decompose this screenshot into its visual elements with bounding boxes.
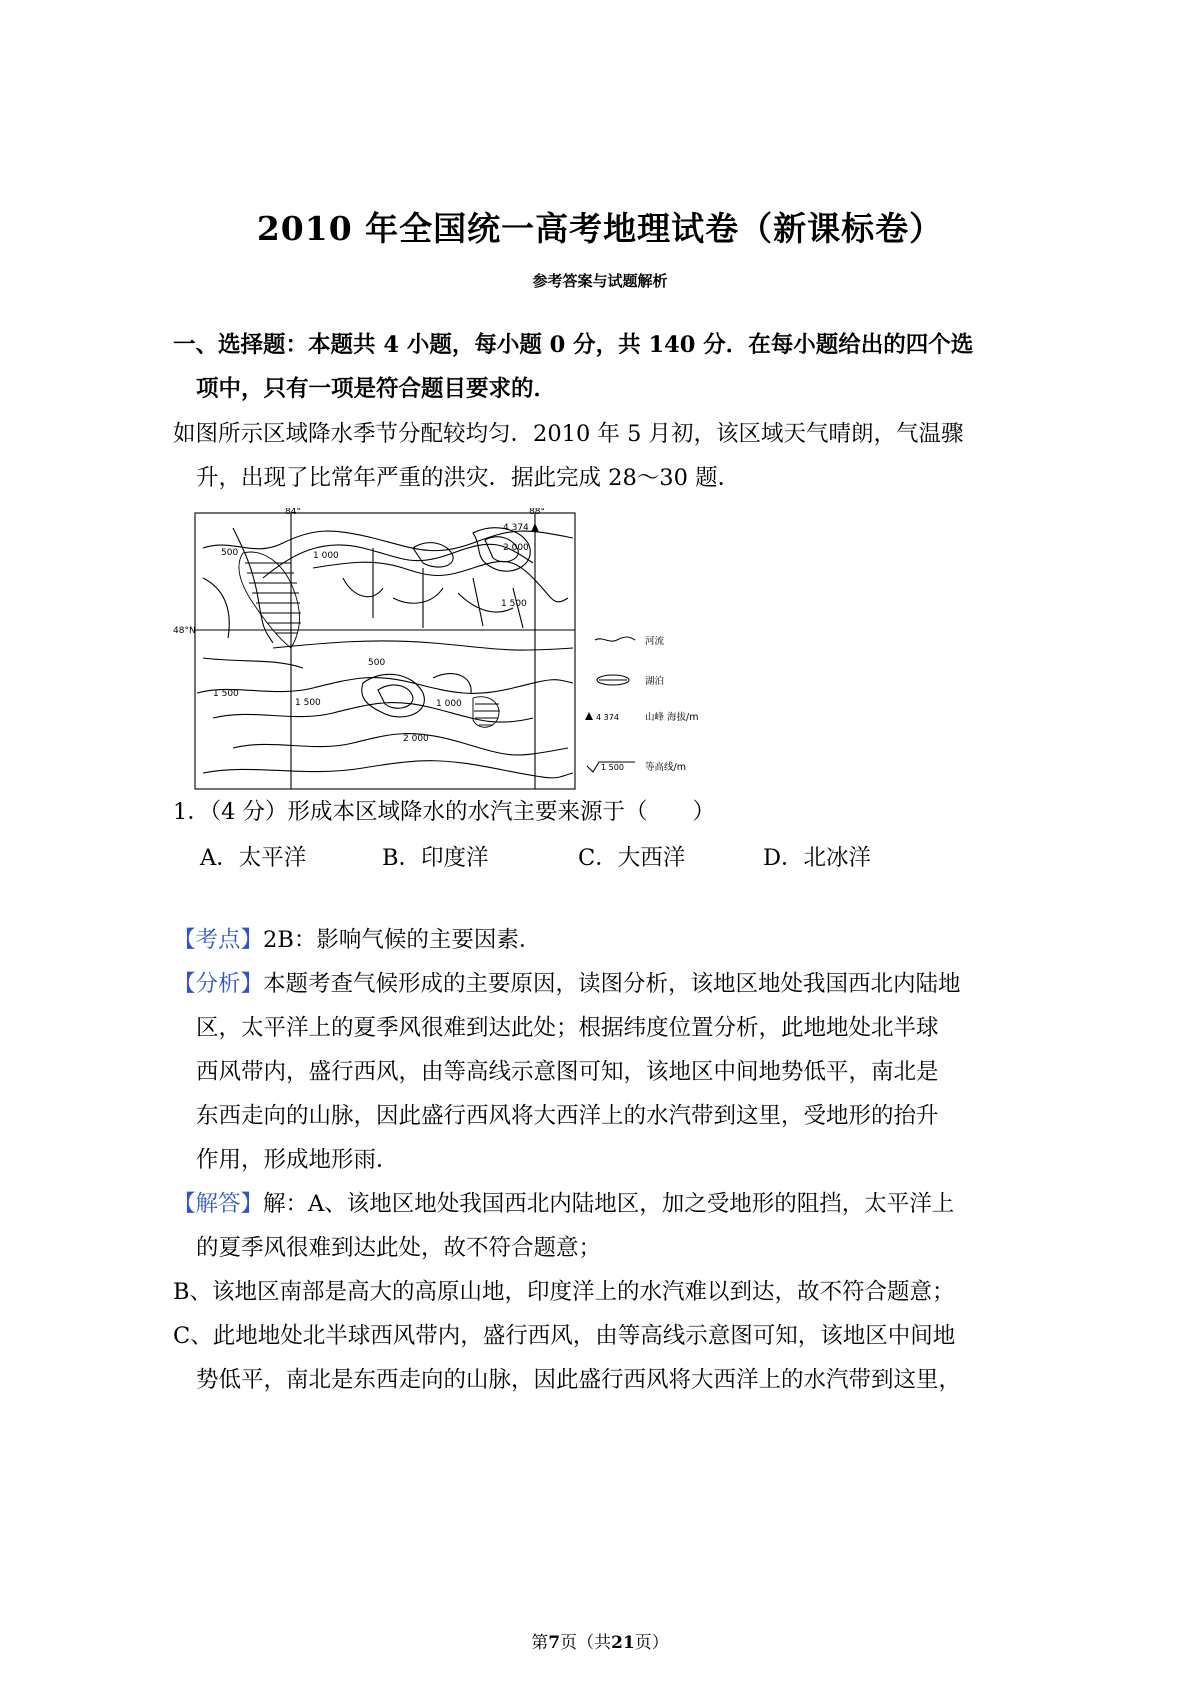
jieda-line-2: 的夏季风很难到达此处，故不符合题意；: [196, 1235, 602, 1261]
fenxi-line-3: 西风带内，盛行西风，由等高线示意图可知，该地区中间地势低平，南北是: [196, 1059, 939, 1085]
option-c[interactable]: C．大西洋: [578, 845, 686, 871]
intro-line-2: 升，出现了比常年严重的洪灾．据此完成 28～30 题．: [196, 465, 741, 491]
kaodian-tag: 【考点】: [173, 927, 264, 953]
footer-prefix: 第: [531, 1633, 549, 1653]
contour-label: 1 000: [313, 551, 339, 561]
intro-line-1: 如图所示区域降水季节分配较均匀．2010 年 5 月初，该区域天气晴朗，气温骤: [173, 421, 964, 447]
lake-outline: [239, 552, 300, 648]
page-title: 2010 年全国统一高考地理试卷（新课标卷）: [256, 209, 944, 248]
river-line: [273, 641, 573, 650]
contour-line: [362, 674, 425, 717]
contour-line: [203, 578, 229, 638]
contour-line: [233, 528, 273, 643]
contour-line: [197, 678, 573, 694]
contour-line: [203, 761, 573, 778]
section-heading-line-1: 一、选择题：本题共 4 小题，每小题 0 分，共 140 分．在每小题给出的四个选: [173, 332, 974, 358]
jieda-tag: 【解答】: [173, 1191, 264, 1217]
contour-label: 2 000: [403, 734, 429, 744]
legend-contour-label: 等高线/m: [645, 762, 686, 773]
contour-line: [378, 685, 413, 708]
contour-label: 500: [368, 658, 386, 668]
option-a[interactable]: A．太平洋: [200, 845, 307, 871]
jieda-line-5: 势低平，南北是东西走向的山脉，因此盛行西风将大西洋上的水汽带到这里，: [196, 1367, 962, 1393]
option-d[interactable]: D．北冰洋: [763, 845, 872, 871]
lake-outline: [473, 697, 499, 728]
contour-label: 1 500: [213, 689, 239, 699]
legend-lake-label: 湖泊: [645, 676, 665, 687]
footer-suffix: 页）: [634, 1633, 669, 1653]
contour-line: [233, 734, 568, 755]
fenxi-line-1: [173, 969, 961, 999]
jieda-line-1: [173, 1189, 954, 1219]
footer-middle: 页（共: [560, 1633, 612, 1653]
topographic-map: [173, 508, 853, 798]
legend-contour-sample: 1 500: [601, 763, 624, 772]
fenxi-tag: 【分析】: [173, 971, 264, 997]
legend-river-icon: [595, 637, 635, 641]
kaodian-line: [173, 925, 541, 955]
lon-label-88: 88°: [529, 508, 545, 517]
peak-triangle-icon: [531, 523, 539, 532]
legend-river-label: 河流: [645, 636, 665, 647]
legend-peak-label: 山峰 海拔/m: [645, 712, 699, 723]
legend-peak-sample: 4 374: [596, 713, 619, 722]
contour-line: [263, 544, 533, 578]
footer-total-pages: 21: [611, 1633, 635, 1653]
contour-line: [213, 703, 533, 723]
lon-label-84: 84°: [285, 508, 301, 517]
section-heading-line-2: 项中，只有一项是符合题目要求的．: [196, 376, 557, 402]
contour-line: [433, 674, 471, 693]
option-b[interactable]: B．印度洋: [382, 845, 489, 871]
footer-page-number: 7: [548, 1633, 561, 1653]
kaodian-text: 2B：影响气候的主要因素．: [263, 927, 542, 953]
lat-label-48: 48°N: [173, 626, 196, 636]
fenxi-text-1: 本题考查气候形成的主要原因，读图分析，该地区地处我国西北内陆地: [263, 971, 961, 997]
page-footer: [0, 1628, 1200, 1653]
fenxi-line-5: 作用，形成地形雨．: [196, 1147, 399, 1173]
peak-elevation-label: 4 374: [503, 523, 529, 533]
contour-label: 1 500: [501, 599, 527, 609]
jieda-line-3: B、该地区南部是高大的高原山地，印度洋上的水汽难以到达，故不符合题意；: [173, 1279, 955, 1305]
contour-line: [343, 578, 513, 612]
fenxi-line-4: 东西走向的山脉，因此盛行西风将大西洋上的水汽带到这里，受地形的抬升: [196, 1103, 939, 1129]
jieda-text-1: 解：A、该地区地处我国西北内陆地区，加之受地形的阻挡，太平洋上: [263, 1191, 955, 1217]
contour-label: 1 000: [436, 699, 462, 709]
fenxi-line-2: 区，太平洋上的夏季风很难到达此处；根据纬度位置分析，此地地处北半球: [196, 1015, 939, 1041]
contour-label: 1 500: [295, 698, 321, 708]
legend-peak-icon: [585, 712, 593, 720]
page-subtitle: 参考答案与试题解析: [532, 272, 668, 290]
river-line: [373, 548, 523, 628]
river-line: [203, 658, 303, 668]
contour-label: 500: [221, 548, 239, 558]
contour-label: 2 000: [503, 543, 529, 553]
jieda-line-4: C、此地地处北半球西风带内，盛行西风，由等高线示意图可知，该地区中间地: [173, 1323, 956, 1349]
question-stem: 1．（4 分）形成本区域降水的水汽主要来源于（ ）: [173, 799, 716, 825]
